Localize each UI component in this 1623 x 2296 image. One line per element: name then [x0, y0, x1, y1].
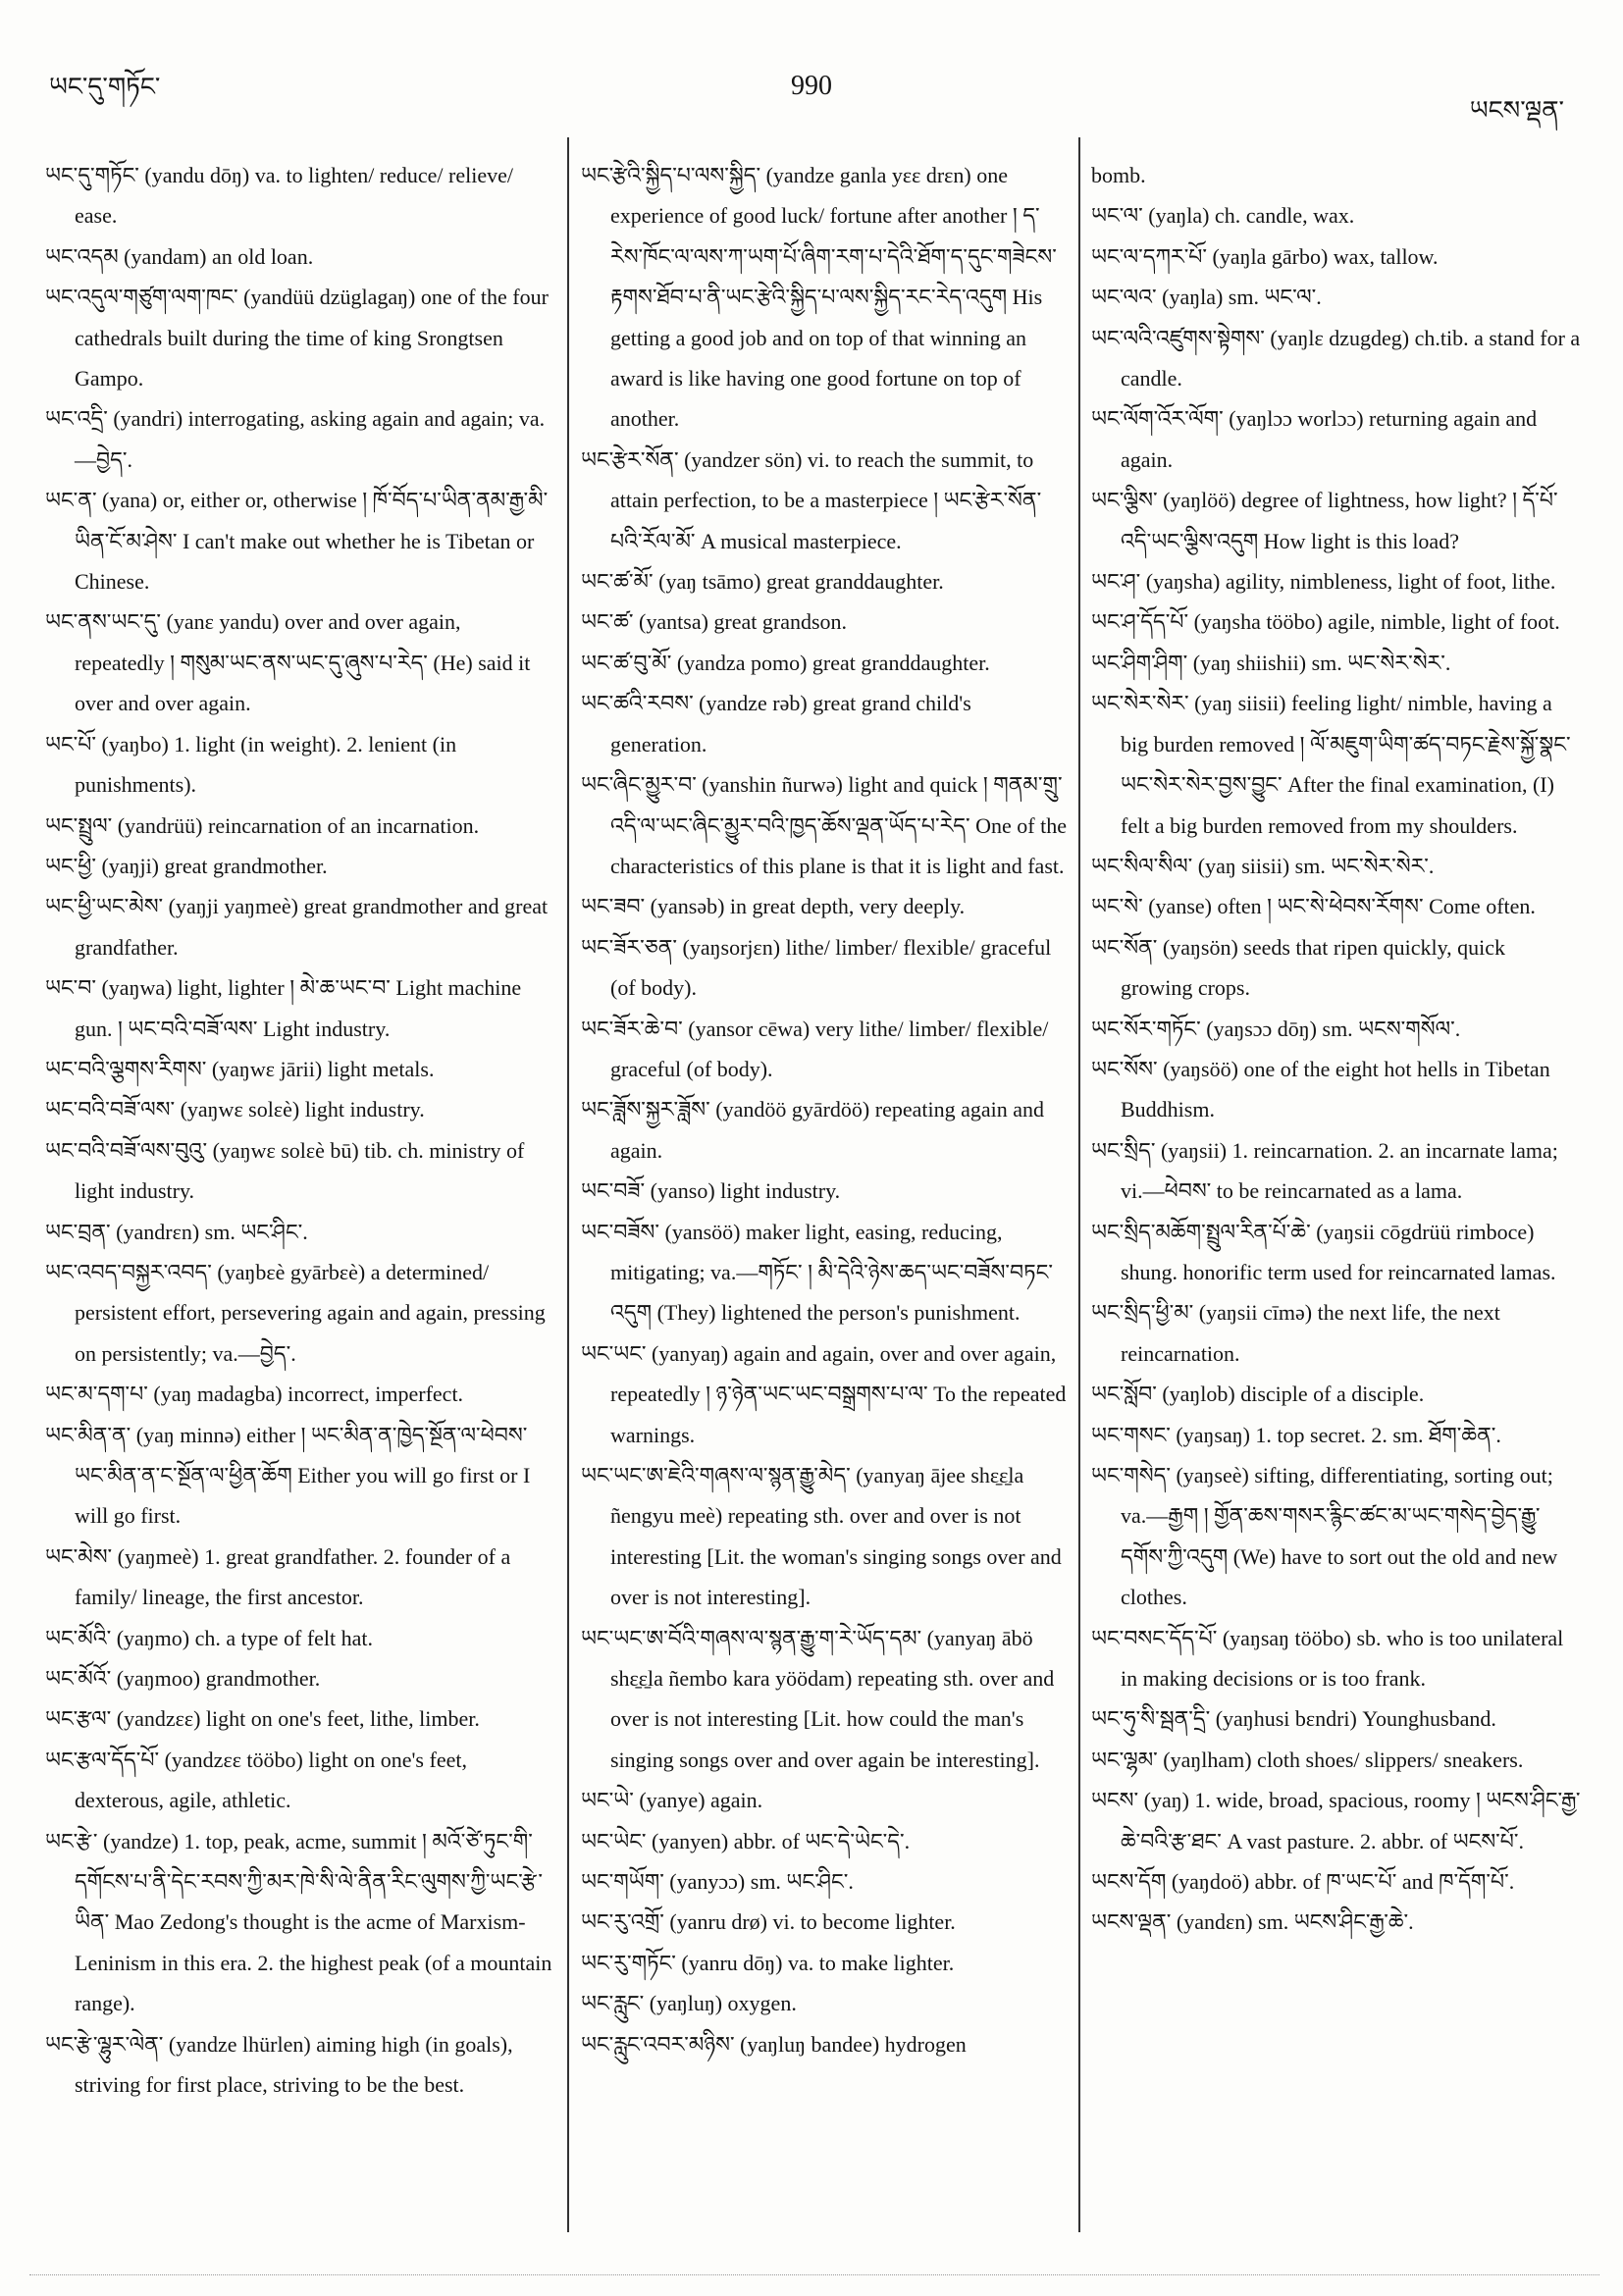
dictionary-entry: ཡང་ཡང་ཨ་ཇེའི་གཞས་ལ་སྙན་རྒྱུ་མེད་ (yanyaŋ ājee shɛ̱ɛ̱la ñengyu meè) repeating sth. over and over is not interesting [Lit. the woman's singing songs over and over is not interesting].	[581, 1463, 1062, 1610]
dictionary-entry: ཡང་འདམ (yandam) an old loan.	[45, 243, 314, 269]
dictionary-entry: ཡང་རྩལ་དོད་པོ་ (yandzɛɛ tööbo) light on one's feet, dexterous, agile, athletic.	[45, 1747, 467, 1813]
dictionary-entry: ཡང་ཕྱི་ (yaŋji) great grandmother.	[45, 853, 328, 878]
dictionary-entry: ཡང་རུ་འགྲོ་ (yanru drø) vi. to become lighter.	[581, 1909, 956, 1935]
dictionary-entry: ཡང་མ་དག་པ་ (yaŋ madagba) incorrect, imperfect.	[45, 1382, 464, 1407]
dictionary-entry: ཡང་ཡེང་ (yanyen) abbr. of ཡང་དེ་ཡེང་དེ་.	[581, 1828, 911, 1853]
dictionary-entry: ཡང་ནས་ཡང་དུ་ (yanɛ yandu) over and over again, repeatedly ། གསུམ་ཡང་ནས་ཡང་དུ་ཞུས་པ་རེད་ (He) said it over and over again.	[45, 609, 531, 716]
dictionary-entry: ཡང་ཟབ་ (yansəb) in great depth, very deeply.	[581, 894, 966, 919]
dictionary-entry: ཡང་འདྲི་ (yandri) interrogating, asking again and again; va.—བྱེད་.	[45, 406, 546, 472]
dictionary-entry: ཡང་ལ་དཀར་པོ་ (yaŋla gārbo) wax, tallow.	[1091, 243, 1439, 269]
dictionary-entry: ཡང་བཟོ་ (yanso) light industry.	[581, 1178, 841, 1204]
dictionary-entry: ཡང་ཡང་ (yanyaŋ) again and again, over and over again, repeatedly ། ཉ་ཉེན་ཡང་ཡང་བསྒྲགས་པ་ལ་ To the repeated warnings.	[581, 1340, 1067, 1447]
dictionary-entry: ཡང་བ་ (yaŋwa) light, lighter ། མེ་ཆ་ཡང་བ་ Light machine gun. ། ཡང་བའི་བཟོ་ལས་ Light industry.	[45, 975, 522, 1041]
dictionary-entry: ཡང་མིན་ན་ (yaŋ minnə) either ། ཡང་མིན་ན་ཁྱེད་སྔོན་ལ་ཕེབས་ ཡང་མིན་ན་ང་སྔོན་ལ་ཕྱིན་ཆོག Either you will go first or I will go first.	[45, 1422, 531, 1529]
dictionary-entry: ཡང་བསང་དོད་པོ་ (yaŋsaŋ tööbo) sb. who is too unilateral in making decisions or is too frank.	[1091, 1625, 1564, 1692]
dictionary-entry: ཡང་རྩེར་སོན་ (yandzer sön) vi. to reach the summit, to attain perfection, to be a masterpiece ། ཡང་རྩེར་སོན་པའི་རོལ་མོ་ A musical masterpiece.	[581, 446, 1042, 553]
dictionary-entry: ཡང་ལ་ (yaŋla) ch. candle, wax.	[1091, 203, 1355, 229]
dictionary-entry: ཡང་ཡང་ཨ་བོའི་གཞས་ལ་སྙན་རྒྱུ་ག་རེ་ཡོད་དམ་ (yanyaŋ ābö shɛ̱ɛ̱la ñembo kara yöödam) repeating sth. over and over is not interesting [Lit. how could the man's singing songs over and over again be interesting].	[581, 1625, 1055, 1772]
dictionary-entry: ཡང་དུ་གཏོང་ (yandu dōŋ) va. to lighten/ reduce/ relieve/ ease.	[45, 163, 513, 229]
dictionary-entry: ཡང་བཟོས་ (yansöö) maker light, easing, reducing, mitigating; va.—གཏོང་ ། མི་དེའི་ཉེས་ཆད་ཡང་བཟོས་བཏང་འདུག (They) lightened the person's punishment.	[581, 1219, 1053, 1326]
dictionary-entry: ཡང་མོའོ་ (yaŋmoo) grandmother.	[45, 1666, 321, 1692]
page-number: 990	[791, 71, 832, 101]
dictionary-entry: ཡང་སྲིད་ (yaŋsii) 1. reincarnation. 2. an incarnate lama; vi.—ཕེབས་ to be reincarnated as a lama.	[1091, 1137, 1558, 1204]
dictionary-entry: ཡང་སྤྲུལ་ (yandrüü) reincarnation of an incarnation.	[45, 812, 480, 838]
dictionary-entry: ཡང་སེ་ (yanse) often ། ཡང་སེ་ཕེབས་རོགས་ Come often.	[1091, 894, 1536, 919]
dictionary-entry: ཡང་ཤ་ (yaŋsha) agility, nimbleness, light of foot, lithe.	[1091, 569, 1556, 595]
dictionary-entry: ཡངས་ (yaŋ) 1. wide, broad, spacious, roomy ། ཡངས་ཤིང་རྒྱ་ཆེ་བའི་རྩ་ཐང་ A vast pasture. 2. abbr. of ཡངས་པོ་.	[1091, 1788, 1581, 1853]
dictionary-entry: ཡང་ལྷམ་ (yaŋlham) cloth shoes/ slippers/ sneakers.	[1091, 1747, 1524, 1772]
dictionary-entry: ཡང་ལྕིས་ (yaŋlöö) degree of lightness, how light? ། དོ་པོ་འདི་ཡང་ལྕིས་འདུག How light is this load?	[1091, 488, 1558, 553]
dictionary-entry: ཡང་སོན་ (yaŋsön) seeds that ripen quickly, quick growing crops.	[1091, 934, 1506, 1001]
dictionary-entry: ཡང་སློབ་ (yaŋlob) disciple of a disciple.	[1091, 1382, 1425, 1407]
dictionary-entry: ཡང་ཤ་དོད་པོ་ (yaŋsha tööbo) agile, nimble, light of foot.	[1091, 609, 1560, 635]
dictionary-entry: ཡང་སིལ་སིལ་ (yaŋ siisii) sm. ཡང་སེར་སེར་.	[1091, 853, 1435, 878]
dictionary-entry: ཡང་ལོག་འོར་ལོག་ (yaŋlɔɔ worlɔɔ) returning again and again.	[1091, 406, 1538, 472]
dictionary-entry: ཡང་ཞིང་མྱུར་བ་ (yanshin ñurwə) light and quick ། གནམ་གྲུ་འདི་ལ་ཡང་ཞིང་མྱུར་བའི་ཁྱད་ཆོས་ལྡན་ཡོད་པ་རེད་ One of the characteristics of this plane is that it is light and fast.	[581, 772, 1068, 878]
dictionary-entry: ཡང་རླུང་ (yaŋluŋ) oxygen.	[581, 1991, 797, 2016]
dictionary-entry: ཡང་ཧུ་སི་སྦན་དྲི་ (yaŋhusi bɛndri) Younghusband.	[1091, 1706, 1496, 1732]
page-bottom-border	[29, 2274, 1599, 2275]
dictionary-entry: ཡང་གསང་ (yaŋsaŋ) 1. top secret. 2. sm. ཐོག་ཆེན་.	[1091, 1422, 1501, 1447]
dictionary-entry: ཡངས་ལྡན་ (yandɛn) sm. ཡངས་ཤིང་རྒྱ་ཆེ་.	[1091, 1909, 1414, 1935]
dictionary-column-3	[1091, 155, 1582, 1943]
dictionary-entry: ཡང་ཚ་བུ་མོ་ (yandza pomo) great granddaughter.	[581, 650, 990, 675]
dictionary-entry: ཡང་བའི་ལྕགས་རིགས་ (yaŋwɛ jārii) light metals.	[45, 1056, 435, 1081]
dictionary-column-1	[45, 155, 555, 2106]
dictionary-entry: ཡང་རུ་གཏོང་ (yanru dōŋ) va. to make lighter.	[581, 1950, 955, 1975]
dictionary-entry: ཡང་བའི་བཟོ་ལས་བུའུ་ (yaŋwɛ solɛè bū) tib. ch. ministry of light industry.	[45, 1137, 525, 1204]
dictionary-entry: ཡངས་དོག (yaŋdoö) abbr. of ཁ་ཡང་པོ་ and ཁ་དོག་པོ་.	[1091, 1869, 1515, 1895]
dictionary-entry: ཡང་སྲིད་མཆོག་སྤྲུལ་རིན་པོ་ཆེ་ (yaŋsii cōgdrüü rimboce) shung. honorific term used for reincarnated lamas.	[1091, 1219, 1556, 1284]
dictionary-entry: ཡང་ཟོར་ཆེ་བ་ (yansor cēwa) very lithe/ limber/ flexible/ graceful (of body).	[581, 1016, 1049, 1081]
dictionary-entry: ཡང་ཟློས་སྐྱར་ཟློས་ (yandöö gyārdöö) repeating again and again.	[581, 1097, 1044, 1163]
dictionary-entry: ཡང་མེས་ (yaŋmeè) 1. great grandfather. 2. founder of a family/ lineage, the first ancestor.	[45, 1543, 511, 1610]
running-head-right: ཡངས་ལྡན་	[1469, 96, 1564, 125]
dictionary-entry: ཡང་རྩལ་ (yandzɛɛ) light on one's feet, lithe, limber.	[45, 1706, 480, 1732]
dictionary-entry: ཡང་སོས་ (yaŋsöö) one of the eight hot hells in Tibetan Buddhism.	[1091, 1056, 1550, 1122]
dictionary-entry: ཡང་གཡོག་ (yanyɔɔ) sm. ཡང་ཤིང་.	[581, 1869, 854, 1895]
dictionary-entry: ཡང་རླུང་འབར་མཉིས་ (yaŋluŋ bandee) hydrogen	[581, 2031, 967, 2057]
dictionary-entry: ཡང་ཚ་ (yantsa) great grandson.	[581, 609, 848, 635]
dictionary-entry: ཡང་སྲིད་ཕྱི་མ་ (yaŋsii cīmə) the next life, the next reincarnation.	[1091, 1300, 1500, 1366]
dictionary-entry: ཡང་ཤིག་ཤིག་ (yaŋ shiishii) sm. ཡང་སེར་སེར་.	[1091, 650, 1451, 675]
dictionary-entry: ཡང་རྩེ་ལྷུར་ལེན་ (yandze lhürlen) aiming high (in goals), striving for first place, striving to be the best.	[45, 2031, 513, 2098]
column-divider	[1078, 137, 1080, 2232]
dictionary-entry: ཡང་བྲན་ (yandrɛn) sm. ཡང་ཤིང་.	[45, 1219, 308, 1244]
dictionary-entry: ཡང་བའི་བཟོ་ལས་ (yaŋwɛ solɛè) light industry.	[45, 1097, 425, 1122]
dictionary-entry: ཡང་ལའི་འཛུགས་སྟེགས་ (yaŋlɛ dzugdeg) ch.tib. a stand for a candle.	[1091, 325, 1581, 391]
dictionary-entry: ཡང་ན་ (yana) or, either or, otherwise ། ཁོ་བོད་པ་ཡིན་ནམ་རྒྱ་མི་ཡིན་ངོ་མ་ཤེས་ I can't make out whether he is Tibetan or Chinese.	[45, 488, 549, 595]
dictionary-entry: ཡང་ཡེ་ (yanye) again.	[581, 1788, 763, 1813]
dictionary-entry: ཡང་ལའ་ (yaŋla) sm. ཡང་ལ་.	[1091, 285, 1322, 310]
dictionary-entry: ཡང་སོར་གཏོང་ (yaŋsɔɔ dōŋ) sm. ཡངས་གསོལ་.	[1091, 1016, 1461, 1041]
dictionary-entry: ཡང་ཚའི་རབས་ (yandze rəb) great grand child's generation.	[581, 691, 971, 757]
dictionary-entry: ཡང་ཚ་མོ་ (yaŋ tsāmo) great granddaughter.	[581, 569, 944, 595]
dictionary-entry: ཡང་གསེད་ (yaŋseè) sifting, differentiating, sorting out; va.—རྒྱག ། གྱོན་ཆས་གསར་རྙིང་ཚང་མ་ཡང་གསེད་བྱེད་རྒྱུ་དགོས་ཀྱི་འདུག (We) have to sort out the old and new clothes.	[1091, 1463, 1558, 1610]
dictionary-entry: ཡང་པོ་ (yaŋbo) 1. light (in weight). 2. lenient (in punishments).	[45, 731, 457, 798]
dictionary-entry: ཡང་སེར་སེར་ (yaŋ siisii) feeling light/ nimble, having a big burden removed ། ལོ་མཇུག་ཡིག་ཚད་བཏང་རྗེས་སྐྱོ་སྣང་ཡང་སེར་སེར་བྱས་བྱུང་ After the final examination, (I) felt a big burden removed from my shoulders.	[1091, 691, 1571, 838]
dictionary-entry: ཡང་མོའི་ (yaŋmo) ch. a type of felt hat.	[45, 1625, 374, 1650]
dictionary-entry: ཡང་ཟོར་ཅན་ (yaŋsorjɛn) lithe/ limber/ flexible/ graceful (of body).	[581, 934, 1052, 1001]
dictionary-entry: ཡང་འབད་བསྐྱར་འབད་ (yaŋbɛè gyārbɛè) a determined/ persistent effort, persevering again and again, pressing on persistently; va.—བྱེད་.	[45, 1259, 546, 1366]
running-head-left: ཡང་དུ་གཏོང་	[49, 73, 161, 101]
dictionary-entry: ཡང་རྩེའི་སྐྱིད་པ་ལས་སྐྱིད་ (yandze ganla yɛɛ drɛn) one experience of good luck/ fortune after another ། ད་རེས་ཁོང་ལ་ལས་ཀ་ཡག་པོ་ཞིག་རག་པ་དེའི་ཐོག་ད་དུང་གཟེངས་རྟགས་ཐོབ་པ་ནི་ཡང་རྩེའི་སྐྱིད་པ་ལས་སྐྱིད་རང་རེད་འདུག His getting a good job and on top of that winning an award is like having one good fortune on top of another.	[581, 163, 1057, 432]
dictionary-column-2	[581, 155, 1072, 2064]
dictionary-entry: bomb.	[1091, 163, 1146, 187]
column-divider	[567, 137, 569, 2232]
dictionary-entry: ཡང་རྩེ་ (yandze) 1. top, peak, acme, summit ། མའོ་ཙེ་ཏུང་གི་དགོངས་པ་ནི་དེང་རབས་ཀྱི་མར་ཁེ་སི་ལེ་ནིན་རིང་ལུགས་ཀྱི་ཡང་རྩེ་ཡིན་ Mao Zedong's thought is the acme of Marxism-Leninism in this era. 2. the highest peak (of a mountain range).	[45, 1828, 552, 2016]
dictionary-entry: ཡང་འདུལ་གཙུག་ལག་ཁང་ (yandüü dzüglagaŋ) one of the four cathedrals built during the time of king Srongtsen Gampo.	[45, 285, 549, 391]
dictionary-entry: ཡང་ཕྱི་ཡང་མེས་ (yaŋji yaŋmeè) great grandmother and great grandfather.	[45, 894, 549, 960]
